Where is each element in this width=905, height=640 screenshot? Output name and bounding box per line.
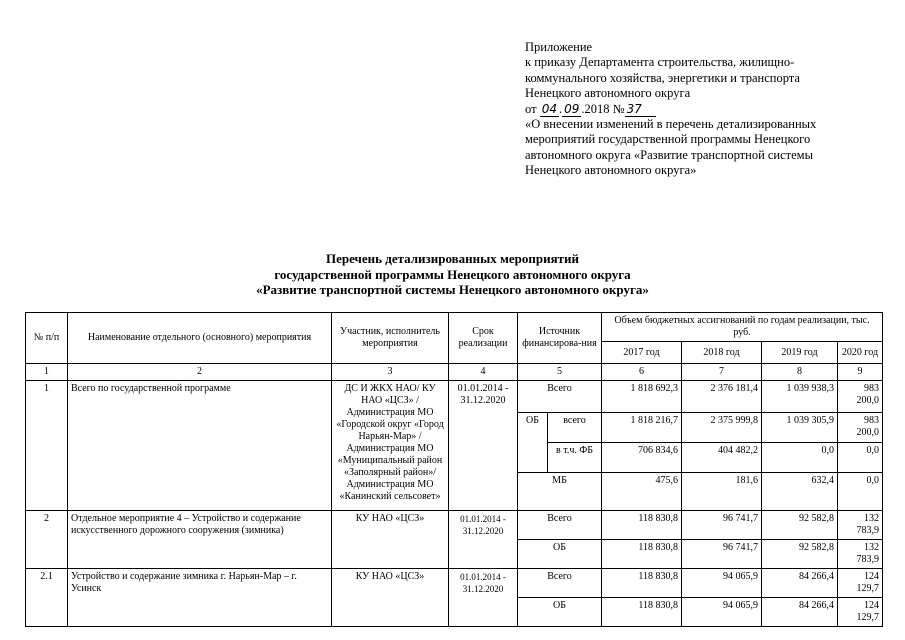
header-2018: 2018 год [682, 342, 762, 364]
col-number: 7 [682, 364, 762, 381]
appendix-line: Ненецкого автономного округа» [525, 163, 697, 178]
header-2017: 2017 год [602, 342, 682, 364]
term: 01.01.2014 - 31.12.2020 [449, 511, 518, 569]
row-number: 2.1 [26, 569, 68, 627]
header-2020: 2020 год [838, 342, 883, 364]
value-2020: 0,0 [838, 473, 883, 511]
header-volume: Объем бюджетных ассигнований по годам реализации, тыс. руб. [602, 313, 883, 342]
source-label: ОБ [518, 540, 602, 569]
col-number: 6 [602, 364, 682, 381]
value-2017: 706 834,6 [602, 443, 682, 473]
col-number: 3 [332, 364, 449, 381]
title-line: «Развитие транспортной системы Ненецкого автономного округа» [256, 282, 649, 297]
col-number: 2 [68, 364, 332, 381]
value-2019: 84 266,4 [762, 598, 838, 627]
handwritten-order-number: 37 [625, 102, 656, 117]
appendix-line: Ненецкого автономного округа [525, 86, 691, 101]
column-number-row [26, 364, 883, 381]
value-2020: 983 200,0 [838, 381, 883, 413]
measure-name: Устройство и содержание зимника г. Нарьян-Мар – г. Усинск [68, 569, 332, 627]
appendix-line: «О внесении изменений в перечень детализированных [525, 117, 817, 132]
value-2018: 96 741,7 [682, 540, 762, 569]
value-2018: 404 482,2 [682, 443, 762, 473]
header-name: Наименование отдельного (основного) мероприятия [68, 313, 332, 364]
source-label: Всего [518, 381, 602, 413]
col-number: 4 [449, 364, 518, 381]
value-2017: 118 830,8 [602, 598, 682, 627]
value-2020: 124 129,7 [838, 569, 883, 598]
value-2019: 84 266,4 [762, 569, 838, 598]
source-label: Всего [518, 569, 602, 598]
header-num: № п/п [26, 313, 68, 364]
col-number: 5 [518, 364, 602, 381]
value-2020: 132 783,9 [838, 540, 883, 569]
value-2018: 181,6 [682, 473, 762, 511]
col-number: 1 [26, 364, 68, 381]
measures-table [25, 312, 883, 627]
value-2017: 118 830,8 [602, 511, 682, 540]
measure-name: Отдельное мероприятие 4 – Устройство и содержание искусственного дорожного сооружения (зимника) [68, 511, 332, 569]
col-number: 8 [762, 364, 838, 381]
value-2017: 118 830,8 [602, 540, 682, 569]
value-2018: 94 065,9 [682, 569, 762, 598]
value-2017: 118 830,8 [602, 569, 682, 598]
appendix-line: к приказу Департамента строительства, жилищно- [525, 55, 795, 70]
source-sublabel: в т.ч. ФБ [548, 443, 602, 473]
row-number: 2 [26, 511, 68, 569]
value-2020: 132 783,9 [838, 511, 883, 540]
source-sublabel: всего [548, 413, 602, 443]
appendix-line: Приложение [525, 40, 593, 54]
value-2017: 475,6 [602, 473, 682, 511]
appendix-line: автономного округа «Развитие транспортной системы [525, 147, 813, 162]
source-label: ОБ [518, 598, 602, 627]
value-2017: 1 818 692,3 [602, 381, 682, 413]
header-participant: Участник, исполнитель мероприятия [332, 313, 449, 364]
measure-name: Всего по государственной программе [68, 381, 332, 511]
table-row [26, 381, 883, 413]
value-2019: 0,0 [762, 443, 838, 473]
header-row [26, 313, 883, 342]
col-number: 9 [838, 364, 883, 381]
source-label: ОБ [518, 413, 548, 473]
value-2019: 632,4 [762, 473, 838, 511]
value-2018: 94 065,9 [682, 598, 762, 627]
appendix-line: мероприятий государственной программы Ненецкого [525, 132, 811, 147]
appendix-header [525, 40, 885, 179]
value-2018: 96 741,7 [682, 511, 762, 540]
source-label: Всего [518, 511, 602, 540]
table-row [26, 569, 883, 598]
date-year: .2018 № [581, 101, 625, 116]
date-prefix: от [525, 101, 537, 116]
handwritten-day: 04 [541, 101, 557, 116]
table-row [26, 511, 883, 540]
term: 01.01.2014 - 31.12.2020 [449, 569, 518, 627]
participant: КУ НАО «ЦСЗ» [332, 511, 449, 569]
header-term: Срок реализации [449, 313, 518, 364]
title-line: государственной программы Ненецкого автономного округа [274, 266, 631, 282]
appendix-date-line [525, 102, 885, 117]
value-2018: 2 375 999,8 [682, 413, 762, 443]
value-2020: 0,0 [838, 443, 883, 473]
title-line: Перечень детализированных мероприятий [325, 251, 580, 266]
value-2019: 1 039 938,3 [762, 381, 838, 413]
document-title [0, 251, 905, 298]
source-label: МБ [518, 473, 602, 511]
value-2017: 1 818 216,7 [602, 413, 682, 443]
value-2018: 2 376 181,4 [682, 381, 762, 413]
participant: КУ НАО «ЦСЗ» [332, 569, 449, 627]
value-2020: 983 200,0 [838, 413, 883, 443]
participant: ДС И ЖКХ НАО/ КУ НАО «ЦСЗ» /Администрация МО «Городской округ «Город Нарьян-Мар» / Администрация МО «Муниципальный район «Заполярный район»/ Администрация МО «Канинский сельсовет» [332, 381, 449, 511]
value-2019: 92 582,8 [762, 540, 838, 569]
handwritten-month: 09 [564, 101, 580, 116]
value-2019: 1 039 305,9 [762, 413, 838, 443]
value-2019: 92 582,8 [762, 511, 838, 540]
header-source: Источник финансирова-ния [518, 313, 602, 364]
term: 01.01.2014 - 31.12.2020 [449, 381, 518, 511]
date-separator: . [558, 101, 563, 116]
header-2019: 2019 год [762, 342, 838, 364]
row-number: 1 [26, 381, 68, 511]
appendix-line: коммунального хозяйства, энергетики и транспорта [525, 70, 800, 85]
value-2020: 124 129,7 [838, 598, 883, 627]
